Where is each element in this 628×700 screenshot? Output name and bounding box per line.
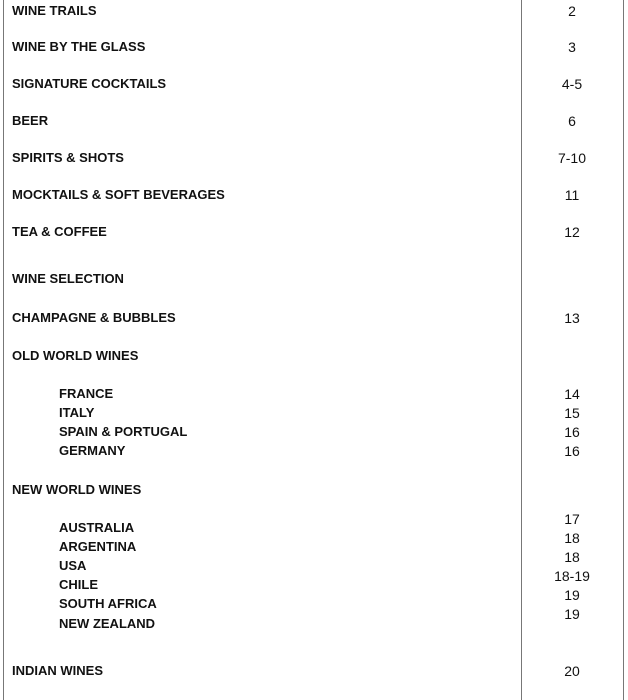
- page-number: 12: [564, 224, 580, 240]
- toc-subentry: NEW ZEALAND: [59, 616, 156, 631]
- toc-entry: WINE TRAILS: [12, 3, 97, 18]
- right-border: [623, 0, 624, 700]
- page-number: 4-5: [561, 76, 583, 92]
- page-number: 20: [564, 663, 580, 679]
- left-border: [3, 0, 4, 700]
- page-number: 18: [564, 530, 580, 546]
- toc-entry: BEER: [12, 113, 49, 128]
- toc-subentry: ARGENTINA: [59, 539, 137, 554]
- toc-subentry: FRANCE: [59, 386, 114, 401]
- toc-subentry: GERMANY: [59, 443, 126, 458]
- toc-subentry: SOUTH AFRICA: [59, 596, 157, 611]
- toc-entry: NEW WORLD WINES: [12, 482, 142, 497]
- toc-entry: SIGNATURE COCKTAILS: [12, 76, 167, 91]
- page-number: 15: [564, 405, 580, 421]
- page-number: 16: [564, 424, 580, 440]
- toc-entry: SPIRITS & SHOTS: [12, 150, 124, 165]
- page-number: 11: [564, 187, 580, 203]
- page-number: 6: [568, 113, 576, 129]
- toc-entry: MOCKTAILS & SOFT BEVERAGES: [12, 187, 225, 202]
- toc-section-heading: WINE SELECTION: [12, 271, 124, 286]
- toc-subentry: SPAIN & PORTUGAL: [59, 424, 188, 439]
- toc-entry: INDIAN WINES: [12, 663, 103, 678]
- toc-subentry: AUSTRALIA: [59, 520, 135, 535]
- page-number: 18-19: [554, 568, 590, 584]
- toc-entry: TEA & COFFEE: [12, 224, 107, 239]
- toc-subentry: CHILE: [59, 577, 98, 592]
- page-number: 2: [568, 3, 576, 19]
- page-number: 19: [564, 587, 580, 603]
- page-number: 19: [564, 606, 580, 622]
- page-number: 17: [564, 511, 580, 527]
- toc-subentry: USA: [59, 558, 87, 573]
- toc-entry: CHAMPAGNE & BUBBLES: [12, 310, 176, 325]
- toc-entry: WINE BY THE GLASS: [12, 39, 146, 54]
- toc-subentry: ITALY: [59, 405, 95, 420]
- page-number: 18: [564, 549, 580, 565]
- page-number: 13: [564, 310, 580, 326]
- page-number: 7-10: [557, 150, 587, 166]
- page-number: 14: [564, 386, 580, 402]
- page-number: 3: [568, 39, 576, 55]
- page-number: 16: [564, 443, 580, 459]
- toc-entry: OLD WORLD WINES: [12, 348, 139, 363]
